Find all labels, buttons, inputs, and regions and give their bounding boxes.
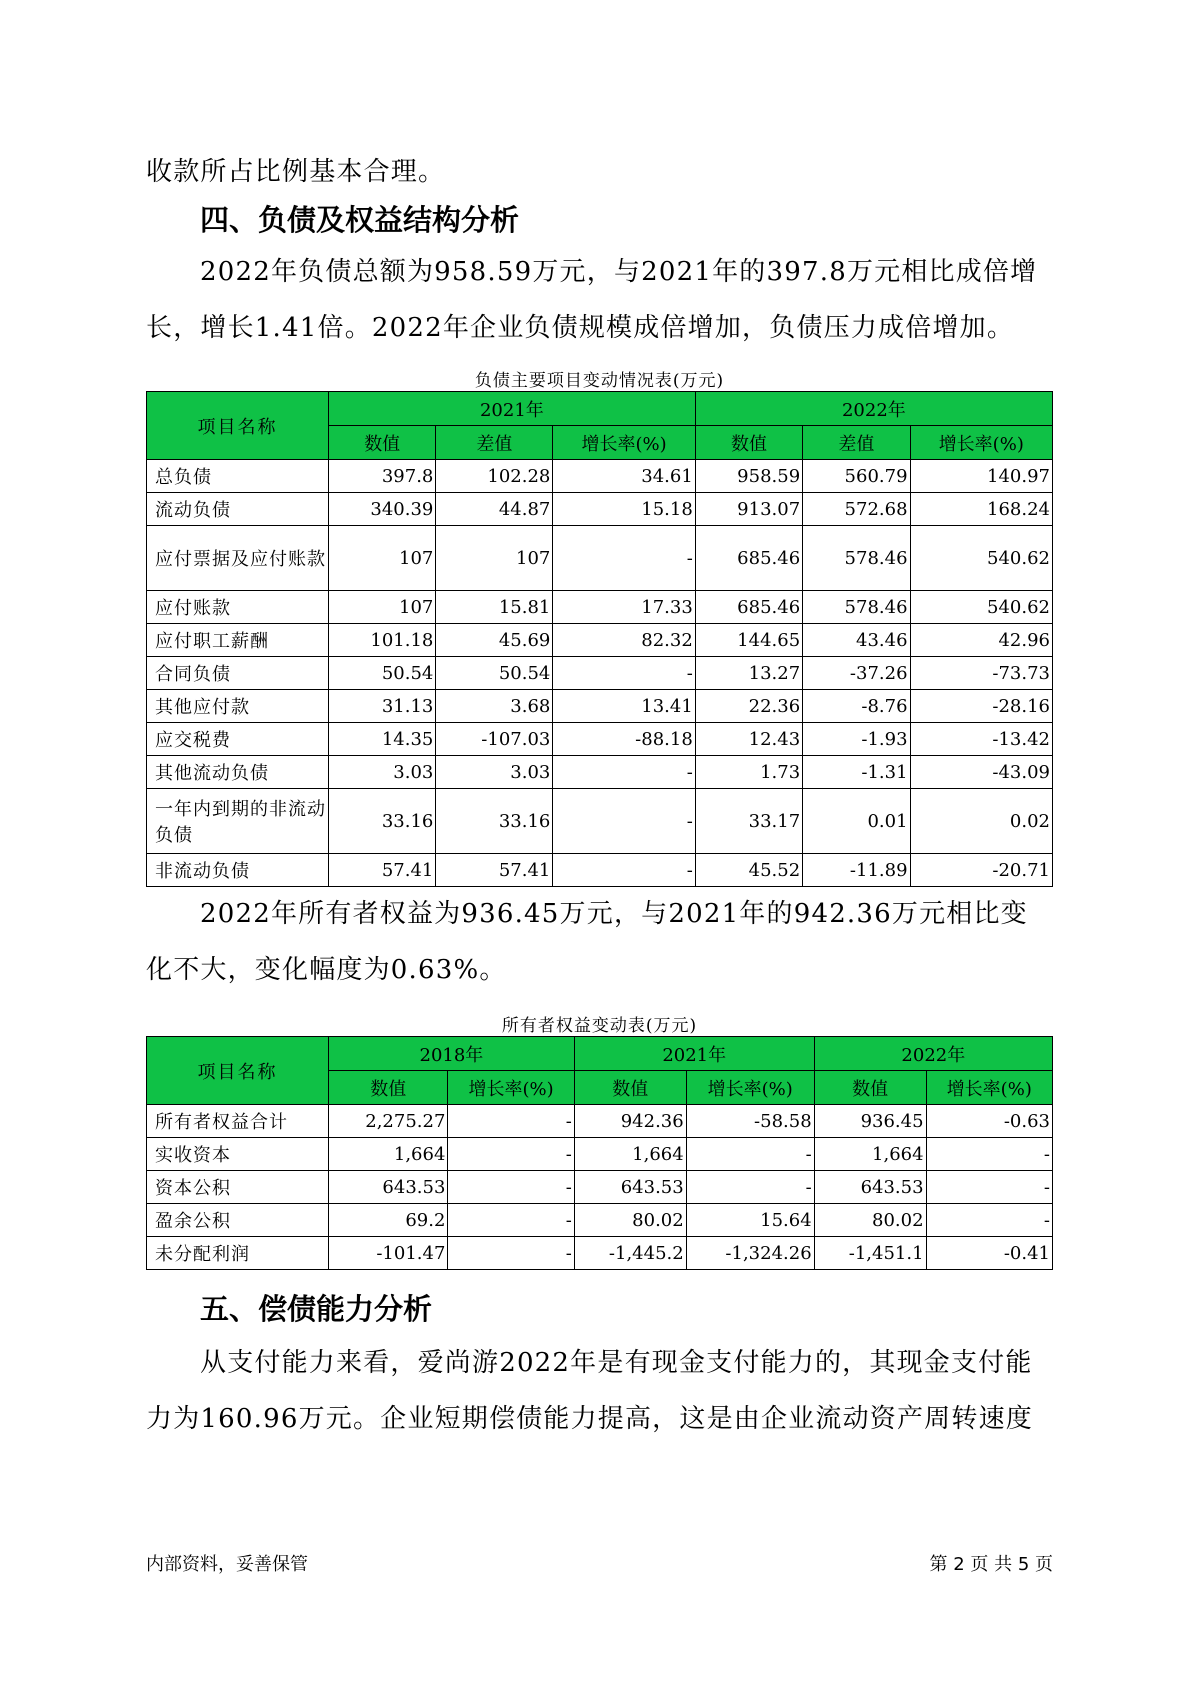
col-header-sub: 差值 bbox=[803, 426, 910, 460]
cell-value: 107 bbox=[329, 526, 436, 591]
cell-value: 643.53 bbox=[814, 1171, 926, 1204]
row-label: 合同负债 bbox=[147, 657, 329, 690]
table-row bbox=[147, 591, 1053, 624]
cell-value: 0.02 bbox=[910, 789, 1052, 854]
cell-value: 42.96 bbox=[910, 624, 1052, 657]
cell-value: 22.36 bbox=[695, 690, 802, 723]
cell-value: 643.53 bbox=[574, 1171, 686, 1204]
cell-value: -1.31 bbox=[803, 756, 910, 789]
table-row bbox=[147, 624, 1053, 657]
cell-value: 913.07 bbox=[695, 493, 802, 526]
col-header-sub: 增长率(%) bbox=[910, 426, 1052, 460]
table-row bbox=[147, 1237, 1053, 1270]
cell-value: - bbox=[448, 1237, 574, 1270]
cell-value: -0.63 bbox=[926, 1105, 1052, 1138]
col-header-year: 2022年 bbox=[814, 1037, 1052, 1071]
row-label: 一年内到期的非流动负债 bbox=[147, 789, 329, 854]
cell-value: 15.64 bbox=[686, 1204, 814, 1237]
table2-caption: 所有者权益变动表(万元) bbox=[501, 1016, 698, 1036]
table-row bbox=[147, 493, 1053, 526]
table-row bbox=[147, 1105, 1053, 1138]
row-label: 其他流动负债 bbox=[147, 756, 329, 789]
cell-value: 80.02 bbox=[574, 1204, 686, 1237]
col-header-name: 项目名称 bbox=[147, 392, 329, 460]
cell-value: 45.69 bbox=[436, 624, 553, 657]
cell-value: 13.27 bbox=[695, 657, 802, 690]
paragraph-top: 收款所占比例基本合理。 bbox=[146, 157, 446, 187]
section-heading-4: 四、负债及权益结构分析 bbox=[200, 203, 520, 237]
table-row bbox=[147, 723, 1053, 756]
cell-value: 958.59 bbox=[695, 460, 802, 493]
cell-value: 144.65 bbox=[695, 624, 802, 657]
col-header-year: 2021年 bbox=[329, 392, 696, 426]
table-row bbox=[147, 789, 1053, 854]
cell-value: -1,324.26 bbox=[686, 1237, 814, 1270]
cell-value: 0.01 bbox=[803, 789, 910, 854]
row-label: 实收资本 bbox=[147, 1138, 329, 1171]
table-row bbox=[147, 526, 1053, 591]
col-header-sub: 数值 bbox=[329, 426, 436, 460]
table-row bbox=[147, 854, 1053, 887]
cell-value: - bbox=[926, 1204, 1052, 1237]
cell-value: -58.58 bbox=[686, 1105, 814, 1138]
paragraph-liabilities: 2022年负债总额为958.59万元，与2021年的397.8万元相比成倍增长，增长1.41倍。2022年企业负债规模成倍增加，负债压力成倍增加。 bbox=[146, 257, 1038, 343]
table-row bbox=[147, 657, 1053, 690]
cell-value: 13.41 bbox=[553, 690, 695, 723]
cell-value: 44.87 bbox=[436, 493, 553, 526]
cell-value: 685.46 bbox=[695, 526, 802, 591]
cell-value: 50.54 bbox=[436, 657, 553, 690]
cell-value: 43.46 bbox=[803, 624, 910, 657]
cell-value: -20.71 bbox=[910, 854, 1052, 887]
cell-value: 3.03 bbox=[329, 756, 436, 789]
cell-value: 1.73 bbox=[695, 756, 802, 789]
col-header-sub: 数值 bbox=[574, 1071, 686, 1105]
row-label: 盈余公积 bbox=[147, 1204, 329, 1237]
cell-value: - bbox=[448, 1171, 574, 1204]
footer-page-number: 第 2 页 共 5 页 bbox=[929, 1554, 1053, 1575]
cell-value: - bbox=[553, 657, 695, 690]
cell-value: 540.62 bbox=[910, 526, 1052, 591]
table-row bbox=[147, 756, 1053, 789]
cell-value: - bbox=[686, 1138, 814, 1171]
cell-value: -0.41 bbox=[926, 1237, 1052, 1270]
cell-value: 140.97 bbox=[910, 460, 1052, 493]
cell-value: 3.03 bbox=[436, 756, 553, 789]
cell-value: 1,664 bbox=[814, 1138, 926, 1171]
col-header-sub: 增长率(%) bbox=[686, 1071, 814, 1105]
col-header-sub: 增长率(%) bbox=[553, 426, 695, 460]
paragraph-equity: 2022年所有者权益为936.45万元，与2021年的942.36万元相比变化不大，变化幅度为0.63%。 bbox=[146, 899, 1028, 985]
cell-value: 33.16 bbox=[329, 789, 436, 854]
cell-value: - bbox=[553, 526, 695, 591]
table-row bbox=[147, 460, 1053, 493]
cell-value: -37.26 bbox=[803, 657, 910, 690]
row-label: 应交税费 bbox=[147, 723, 329, 756]
cell-value: 572.68 bbox=[803, 493, 910, 526]
cell-value: 34.61 bbox=[553, 460, 695, 493]
table-row bbox=[147, 690, 1053, 723]
cell-value: 2,275.27 bbox=[329, 1105, 448, 1138]
cell-value: - bbox=[926, 1171, 1052, 1204]
cell-value: 3.68 bbox=[436, 690, 553, 723]
cell-value: 340.39 bbox=[329, 493, 436, 526]
cell-value: 578.46 bbox=[803, 591, 910, 624]
row-label: 非流动负债 bbox=[147, 854, 329, 887]
col-header-sub: 数值 bbox=[814, 1071, 926, 1105]
cell-value: - bbox=[553, 789, 695, 854]
col-header-name: 项目名称 bbox=[147, 1037, 329, 1105]
col-header-sub: 数值 bbox=[695, 426, 802, 460]
cell-value: -88.18 bbox=[553, 723, 695, 756]
liabilities-table bbox=[146, 391, 1053, 887]
col-header-year: 2018年 bbox=[329, 1037, 575, 1071]
col-header-sub: 差值 bbox=[436, 426, 553, 460]
row-label: 总负债 bbox=[147, 460, 329, 493]
table-row bbox=[147, 1171, 1053, 1204]
cell-value: - bbox=[553, 854, 695, 887]
table-row bbox=[147, 1138, 1053, 1171]
col-header-sub: 增长率(%) bbox=[448, 1071, 574, 1105]
cell-value: -1,451.1 bbox=[814, 1237, 926, 1270]
row-label: 应付职工薪酬 bbox=[147, 624, 329, 657]
cell-value: 33.16 bbox=[436, 789, 553, 854]
row-label: 所有者权益合计 bbox=[147, 1105, 329, 1138]
cell-value: -101.47 bbox=[329, 1237, 448, 1270]
row-label: 未分配利润 bbox=[147, 1237, 329, 1270]
cell-value: 107 bbox=[436, 526, 553, 591]
table1-caption: 负债主要项目变动情况表(万元) bbox=[474, 371, 725, 391]
row-label: 其他应付款 bbox=[147, 690, 329, 723]
cell-value: - bbox=[553, 756, 695, 789]
cell-value: - bbox=[686, 1171, 814, 1204]
cell-value: 397.8 bbox=[329, 460, 436, 493]
cell-value: 15.81 bbox=[436, 591, 553, 624]
cell-value: 168.24 bbox=[910, 493, 1052, 526]
cell-value: 102.28 bbox=[436, 460, 553, 493]
cell-value: -13.42 bbox=[910, 723, 1052, 756]
cell-value: 17.33 bbox=[553, 591, 695, 624]
cell-value: -107.03 bbox=[436, 723, 553, 756]
cell-value: 14.35 bbox=[329, 723, 436, 756]
col-header-sub: 增长率(%) bbox=[926, 1071, 1052, 1105]
cell-value: 15.18 bbox=[553, 493, 695, 526]
cell-value: - bbox=[926, 1138, 1052, 1171]
cell-value: - bbox=[448, 1204, 574, 1237]
cell-value: 82.32 bbox=[553, 624, 695, 657]
cell-value: -1.93 bbox=[803, 723, 910, 756]
cell-value: 50.54 bbox=[329, 657, 436, 690]
cell-value: -73.73 bbox=[910, 657, 1052, 690]
col-header-year: 2021年 bbox=[574, 1037, 814, 1071]
cell-value: -11.89 bbox=[803, 854, 910, 887]
cell-value: -43.09 bbox=[910, 756, 1052, 789]
cell-value: -8.76 bbox=[803, 690, 910, 723]
row-label: 应付账款 bbox=[147, 591, 329, 624]
cell-value: 107 bbox=[329, 591, 436, 624]
cell-value: 12.43 bbox=[695, 723, 802, 756]
cell-value: 540.62 bbox=[910, 591, 1052, 624]
cell-value: - bbox=[448, 1105, 574, 1138]
cell-value: - bbox=[448, 1138, 574, 1171]
row-label: 资本公积 bbox=[147, 1171, 329, 1204]
cell-value: 57.41 bbox=[329, 854, 436, 887]
row-label: 应付票据及应付账款 bbox=[147, 526, 329, 591]
cell-value: 57.41 bbox=[436, 854, 553, 887]
cell-value: 936.45 bbox=[814, 1105, 926, 1138]
col-header-year: 2022年 bbox=[695, 392, 1052, 426]
table-row bbox=[147, 1204, 1053, 1237]
cell-value: -1,445.2 bbox=[574, 1237, 686, 1270]
section-heading-5: 五、偿债能力分析 bbox=[200, 1292, 433, 1326]
cell-value: 685.46 bbox=[695, 591, 802, 624]
cell-value: 1,664 bbox=[329, 1138, 448, 1171]
cell-value: 942.36 bbox=[574, 1105, 686, 1138]
equity-table bbox=[146, 1036, 1053, 1270]
cell-value: 101.18 bbox=[329, 624, 436, 657]
cell-value: 560.79 bbox=[803, 460, 910, 493]
cell-value: 80.02 bbox=[814, 1204, 926, 1237]
cell-value: 578.46 bbox=[803, 526, 910, 591]
cell-value: 33.17 bbox=[695, 789, 802, 854]
cell-value: -28.16 bbox=[910, 690, 1052, 723]
col-header-sub: 数值 bbox=[329, 1071, 448, 1105]
row-label: 流动负债 bbox=[147, 493, 329, 526]
cell-value: 31.13 bbox=[329, 690, 436, 723]
cell-value: 1,664 bbox=[574, 1138, 686, 1171]
cell-value: 643.53 bbox=[329, 1171, 448, 1204]
paragraph-debt-capacity: 从支付能力来看，爱尚游2022年是有现金支付能力的，其现金支付能力为160.96万元。企业短期偿债能力提高，这是由企业流动资产周转速度 bbox=[146, 1348, 1033, 1434]
cell-value: 69.2 bbox=[329, 1204, 448, 1237]
footer-confidential: 内部资料，妥善保管 bbox=[146, 1554, 308, 1575]
cell-value: 45.52 bbox=[695, 854, 802, 887]
